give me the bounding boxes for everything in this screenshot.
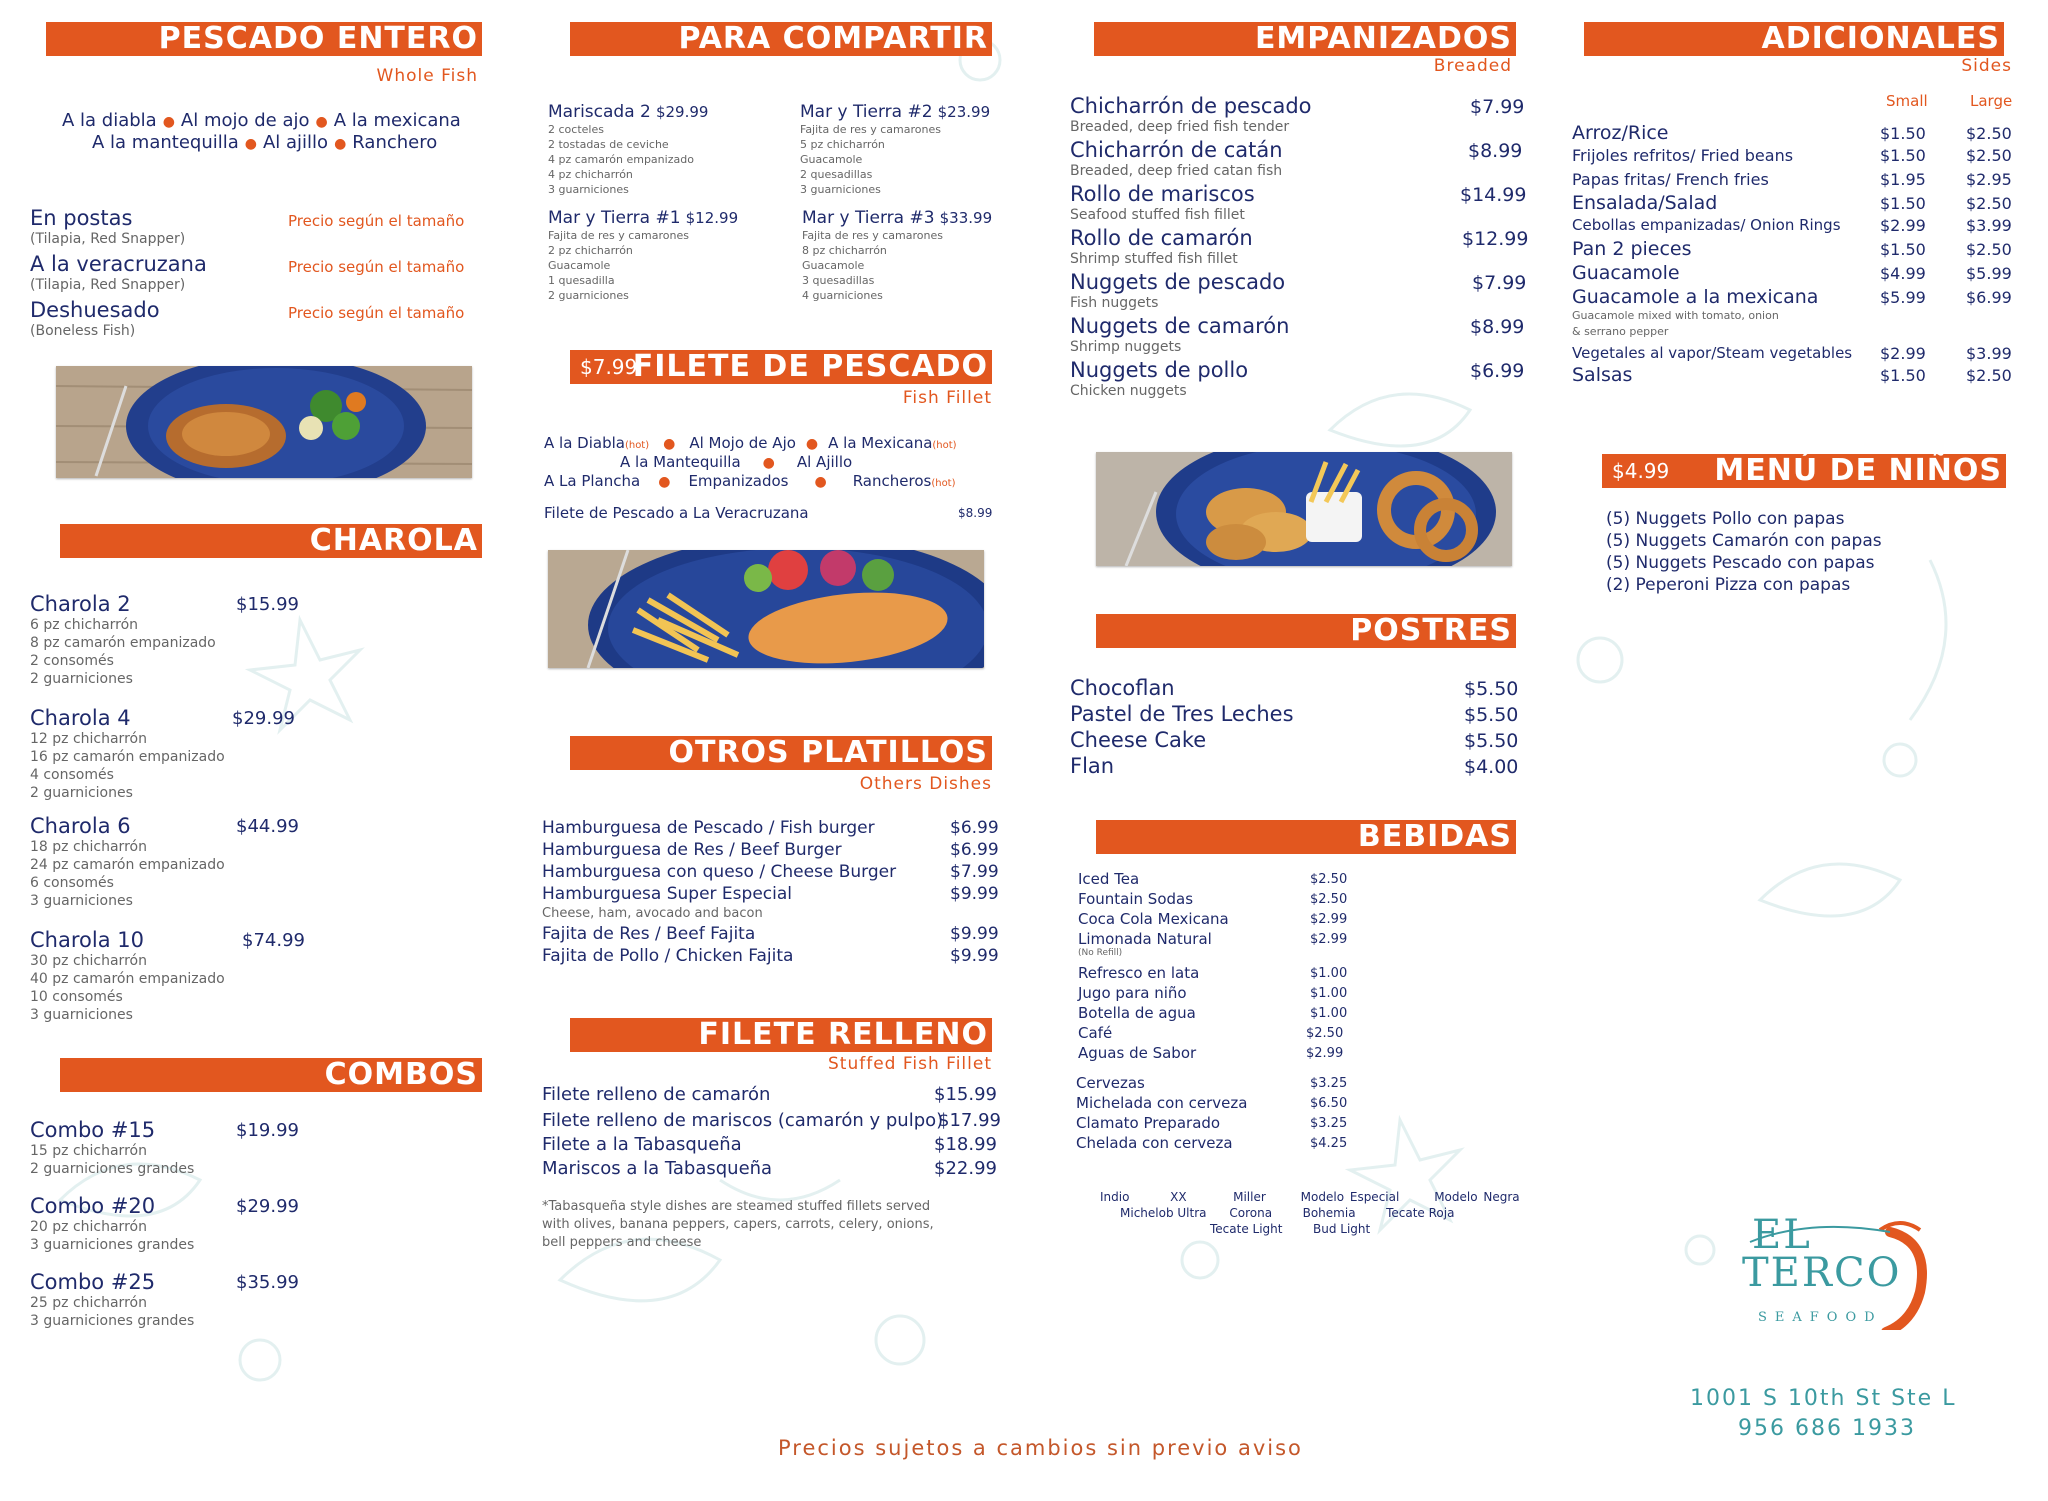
whole-fish-photo — [56, 366, 472, 478]
side-item: Guacamole — [1572, 262, 1680, 284]
otros-price: $6.99 — [950, 840, 999, 860]
postre-price: $4.00 — [1464, 756, 1519, 778]
postre-item: Flan — [1070, 754, 1115, 778]
share-item: Mar y Tierra #2 $23.99 Fajita de res y camarones 5 pz chicharrón Guacamole 2 quesadillas 3 guarniciones — [800, 102, 991, 196]
combo-price: $29.99 — [236, 1196, 299, 1217]
beer-item: Chelada con cerveza — [1076, 1134, 1233, 1152]
fillet-styles-line1: A la Diabla(hot) ● Al Mojo de Ajo ● A la Mexicana(hot) — [544, 434, 957, 452]
side-small: $2.99 — [1880, 216, 1926, 235]
side-small: $4.99 — [1880, 264, 1926, 283]
empanizado-item: Rollo de mariscos Seafood stuffed fish fillet — [1070, 182, 1255, 223]
side-small: $1.50 — [1880, 194, 1926, 213]
whole-fish-styles-line2: A la mantequilla ● Al ajillo ● Ranchero — [92, 132, 438, 153]
breaded-photo — [1096, 452, 1512, 566]
fillet-veracruzana: Filete de Pescado a La Veracruzana — [544, 504, 809, 522]
bebida-price: $2.99 — [1306, 1046, 1344, 1061]
bebida-price: $1.00 — [1310, 986, 1348, 1001]
relleno-price: $22.99 — [934, 1158, 997, 1179]
charola-price: $15.99 — [236, 594, 299, 615]
fish-fillet-photo — [548, 550, 984, 668]
logo-el: EL — [1752, 1212, 1812, 1258]
bebida-price: $1.00 — [1310, 1006, 1348, 1021]
otros-price: $6.99 — [950, 818, 999, 838]
side-small: $5.99 — [1880, 288, 1926, 307]
side-item: Ensalada/Salad — [1572, 192, 1718, 214]
empanizado-price: $8.99 — [1468, 140, 1523, 162]
relleno-item: Filete relleno de mariscos (camarón y pulpo) — [542, 1110, 944, 1131]
adicionales-header: ADICIONALES — [1584, 22, 2004, 56]
combo-price: $35.99 — [236, 1272, 299, 1293]
footer-note: Precios sujetos a cambios sin previo aviso — [778, 1436, 1303, 1460]
otros-item: Fajita de Res / Beef Fajita — [542, 924, 756, 944]
otros-super-desc: Cheese, ham, avocado and bacon — [542, 906, 763, 921]
whole-fish-price: Precio según el tamaño — [288, 258, 465, 276]
empanizado-price: $7.99 — [1470, 96, 1525, 118]
bebida-item: Café — [1078, 1024, 1113, 1042]
side-large: $2.50 — [1966, 146, 2012, 165]
empanizado-item: Nuggets de camarón Shrimp nuggets — [1070, 314, 1290, 355]
otros-price: $7.99 — [950, 862, 999, 882]
side-item: Pan 2 pieces — [1572, 238, 1692, 260]
bebida-item: Coca Cola Mexicana — [1078, 910, 1229, 928]
bebida-price: $2.50 — [1306, 1026, 1344, 1041]
whole-fish-item: Deshuesado (Boneless Fish) — [30, 298, 160, 339]
beer-brands-line3: Tecate Light Bud Light — [1210, 1222, 1371, 1236]
side-large: $2.50 — [1966, 240, 2012, 259]
bebida-price: $1.00 — [1310, 966, 1348, 981]
empanizado-item: Nuggets de pescado Fish nuggets — [1070, 270, 1286, 311]
otros-price: $9.99 — [950, 924, 999, 944]
beer-item: Michelada con cerveza — [1076, 1094, 1248, 1112]
fillet-styles-line3: A La Plancha ● Empanizados ● Rancheros(hot) — [544, 472, 956, 490]
charola-header: CHAROLA — [60, 524, 482, 558]
postre-price: $5.50 — [1464, 730, 1519, 752]
side-large: $6.99 — [1966, 288, 2012, 307]
relleno-price: $17.99 — [938, 1110, 1001, 1131]
guac-desc: Guacamole mixed with tomato, onion & serrano pepper — [1572, 309, 1779, 338]
kids-item: (2) Peperoni Pizza con papas — [1606, 575, 1851, 595]
col-large: Large — [1970, 92, 2013, 110]
charola-price: $44.99 — [236, 816, 299, 837]
side-large: $3.99 — [1966, 344, 2012, 363]
relleno-price: $18.99 — [934, 1134, 997, 1155]
side-item: Cebollas empanizadas/ Onion Rings — [1572, 216, 1841, 234]
side-item: Papas fritas/ French fries — [1572, 170, 1769, 189]
share-item: Mariscada 2 $29.99 2 cocteles 2 tostadas de ceviche 4 pz camarón empanizado 4 pz chicharrón 3 guarniciones — [548, 102, 709, 196]
otros-subtitle: Others Dishes — [859, 774, 992, 794]
address: 1001 S 10th St Ste L — [1690, 1386, 1957, 1411]
side-small: $2.99 — [1880, 344, 1926, 363]
adicionales-subtitle: Sides — [1961, 56, 2012, 76]
beer-brands-line2: Michelob Ultra Corona Bohemia Tecate Roja — [1120, 1206, 1455, 1220]
filete-pescado-header: $7.99 FILETE DE PESCADO — [570, 350, 992, 384]
postre-price: $5.50 — [1464, 704, 1519, 726]
whole-fish-item: En postas (Tilapia, Red Snapper) — [30, 206, 186, 247]
beer-brands-line1: Indio XX Miller Modelo Especial Modelo Negra — [1100, 1190, 1520, 1204]
empanizado-price: $6.99 — [1470, 360, 1525, 382]
bebidas-header: BEBIDAS — [1096, 820, 1516, 854]
empanizado-item: Rollo de camarón Shrimp stuffed fish fillet — [1070, 226, 1253, 267]
charola-item: Charola 10 30 pz chicharrón 40 pz camarón empanizado 10 consomés 3 guarniciones — [30, 928, 225, 1023]
empanizado-item: Nuggets de pollo Chicken nuggets — [1070, 358, 1249, 399]
otros-price: $9.99 — [950, 884, 999, 904]
ninos-header: $4.99 MENÚ DE NIÑOS — [1602, 454, 2006, 488]
relleno-item: Filete a la Tabasqueña — [542, 1134, 742, 1155]
otros-header: OTROS PLATILLOS — [570, 736, 992, 770]
empanizado-price: $12.99 — [1462, 228, 1529, 250]
combo-item: Combo #20 20 pz chicharrón 3 guarniciones grandes — [30, 1194, 195, 1253]
beer-price: $4.25 — [1310, 1136, 1348, 1151]
side-item: Vegetales al vapor/Steam vegetables — [1572, 344, 1853, 362]
empanizado-item: Chicharrón de catán Breaded, deep fried catan fish — [1070, 138, 1283, 179]
beer-item: Cervezas — [1076, 1074, 1145, 1092]
beer-price: $3.25 — [1310, 1116, 1348, 1131]
side-large: $3.99 — [1966, 216, 2012, 235]
pescado-entero-subtitle: Whole Fish — [376, 66, 478, 86]
bebida-price: $2.99 — [1310, 912, 1348, 927]
bebida-item: Limonada Natural — [1078, 930, 1212, 948]
filete-relleno-subtitle: Stuffed Fish Fillet — [828, 1054, 992, 1074]
empanizados-header: EMPANIZADOS — [1094, 22, 1516, 56]
charola-item: Charola 2 6 pz chicharrón 8 pz camarón empanizado 2 consomés 2 guarniciones — [30, 592, 216, 687]
otros-item: Fajita de Pollo / Chicken Fajita — [542, 946, 794, 966]
side-item: Salsas — [1572, 364, 1633, 386]
combo-price: $19.99 — [236, 1120, 299, 1141]
side-item: Guacamole a la mexicana — [1572, 286, 1819, 308]
relleno-price: $15.99 — [934, 1084, 997, 1105]
side-item: Frijoles refritos/ Fried beans — [1572, 146, 1794, 165]
postre-item: Chocoflan — [1070, 676, 1175, 700]
relleno-item: Filete relleno de camarón — [542, 1084, 771, 1105]
otros-item: Hamburguesa con queso / Cheese Burger — [542, 862, 897, 882]
empanizado-price: $8.99 — [1470, 316, 1525, 338]
side-large: $5.99 — [1966, 264, 2012, 283]
combo-item: Combo #25 25 pz chicharrón 3 guarniciones grandes — [30, 1270, 195, 1329]
otros-item: Hamburguesa de Res / Beef Burger — [542, 840, 842, 860]
postre-item: Cheese Cake — [1070, 728, 1207, 752]
side-large: $2.50 — [1966, 194, 2012, 213]
empanizado-item: Chicharrón de pescado Breaded, deep fried fish tender — [1070, 94, 1312, 135]
postre-price: $5.50 — [1464, 678, 1519, 700]
relleno-item: Mariscos a la Tabasqueña — [542, 1158, 773, 1179]
beer-price: $6.50 — [1310, 1096, 1348, 1111]
share-item: Mar y Tierra #1 $12.99 Fajita de res y camarones 2 pz chicharrón Guacamole 1 quesadilla 2 guarniciones — [548, 208, 739, 302]
postres-header: POSTRES — [1096, 614, 1516, 648]
side-small: $1.50 — [1880, 124, 1926, 143]
whole-fish-styles-line1: A la diabla ● Al mojo de ajo ● A la mexicana — [62, 110, 461, 131]
charola-price: $29.99 — [232, 708, 295, 729]
bebida-item: Botella de agua — [1078, 1004, 1196, 1022]
fillet-veracruzana-price: $8.99 — [958, 506, 993, 520]
side-large: $2.50 — [1966, 366, 2012, 385]
otros-price: $9.99 — [950, 946, 999, 966]
whole-fish-price: Precio según el tamaño — [288, 304, 465, 322]
side-large: $2.50 — [1966, 124, 2012, 143]
side-small: $1.50 — [1880, 240, 1926, 259]
beer-item: Clamato Preparado — [1076, 1114, 1221, 1132]
side-item: Arroz/Rice — [1572, 122, 1669, 144]
side-large: $2.95 — [1966, 170, 2012, 189]
filete-pescado-subtitle: Fish Fillet — [902, 388, 992, 408]
charola-price: $74.99 — [242, 930, 305, 951]
logo-seafood: SEAFOOD — [1758, 1310, 1883, 1325]
charola-item: Charola 6 18 pz chicharrón 24 pz camarón empanizado 6 consomés 3 guarniciones — [30, 814, 225, 909]
col-small: Small — [1886, 92, 1928, 110]
side-small: $1.95 — [1880, 170, 1926, 189]
bebida-price: $2.99 — [1310, 932, 1348, 947]
bebida-item: Iced Tea — [1078, 870, 1140, 888]
kids-item: (5) Nuggets Pescado con papas — [1606, 553, 1875, 573]
empanizado-price: $7.99 — [1472, 272, 1527, 294]
postre-item: Pastel de Tres Leches — [1070, 702, 1294, 726]
para-compartir-header: PARA COMPARTIR — [570, 22, 992, 56]
combos-header: COMBOS — [60, 1058, 482, 1092]
side-small: $1.50 — [1880, 146, 1926, 165]
phone: 956 686 1933 — [1738, 1416, 1916, 1441]
kids-menu-list — [1606, 508, 1882, 596]
charola-item: Charola 4 12 pz chicharrón 16 pz camarón empanizado 4 consomés 2 guarniciones — [30, 706, 225, 801]
otros-item: Hamburguesa Super Especial — [542, 884, 792, 904]
empanizado-price: $14.99 — [1460, 184, 1527, 206]
fillet-styles-line2: A la Mantequilla ● Al Ajillo — [620, 453, 853, 471]
bebida-price: $2.50 — [1310, 872, 1348, 887]
bebida-item: Fountain Sodas — [1078, 890, 1194, 908]
no-refill-note: (No Refill) — [1078, 948, 1123, 958]
empanizados-subtitle: Breaded — [1433, 56, 1512, 76]
whole-fish-price: Precio según el tamaño — [288, 212, 465, 230]
share-item: Mar y Tierra #3 $33.99 Fajita de res y camarones 8 pz chicharrón Guacamole 3 quesadillas 4 guarniciones — [802, 208, 993, 302]
side-small: $1.50 — [1880, 366, 1926, 385]
otros-item: Hamburguesa de Pescado / Fish burger — [542, 818, 875, 838]
tabasquena-note: *Tabasqueña style dishes are steamed stuffed fillets served with olives, banana peppers, capers, carrots, celery, onions, bell peppers and cheese — [542, 1199, 934, 1250]
bebida-item: Jugo para niño — [1078, 984, 1187, 1002]
whole-fish-item: A la veracruzana (Tilapia, Red Snapper) — [30, 252, 207, 293]
kids-item: (5) Nuggets Pollo con papas — [1606, 509, 1845, 529]
bebida-item: Aguas de Sabor — [1078, 1044, 1197, 1062]
kids-item: (5) Nuggets Camarón con papas — [1606, 531, 1882, 551]
pescado-entero-header: PESCADO ENTERO — [46, 22, 482, 56]
bebida-item: Refresco en lata — [1078, 964, 1200, 982]
combo-item: Combo #15 15 pz chicharrón 2 guarniciones grandes — [30, 1118, 195, 1177]
logo-terco: TERCO — [1742, 1250, 1902, 1296]
filete-relleno-header: FILETE RELLENO — [570, 1018, 992, 1052]
beer-price: $3.25 — [1310, 1076, 1348, 1091]
bebida-price: $2.50 — [1310, 892, 1348, 907]
